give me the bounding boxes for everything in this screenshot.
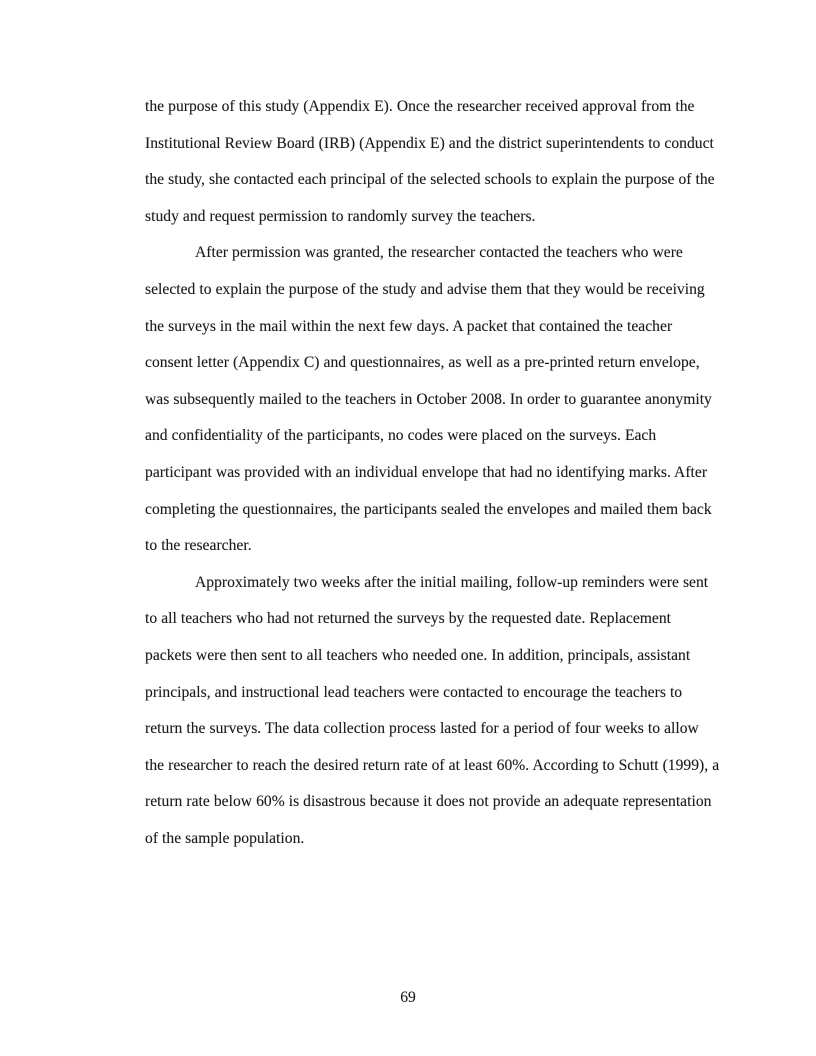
page-body-text-column	[145, 89, 721, 857]
body-paragraph-follow-up: Approximately two weeks after the initial mailing, follow-up reminders were sent to all teachers who had not returned the surveys by the requested date. Replacement packets were then sent to all teachers who needed one. In addition, principals, assistant principals, and instructional lead teachers were contacted to encourage the teachers to return the surveys. The data collection process lasted for a period of four weeks to allow the researcher to reach the desired return rate of at least 60%. According to Schutt (1999), a return rate below 60% is disastrous because it does not provide an adequate representation of the sample population.	[145, 573, 720, 847]
body-paragraph-permission-granted: After permission was granted, the researcher contacted the teachers who were selected to explain the purpose of the study and advise them that they would be receiving the surveys in the mail within the next few days. A packet that contained the teacher consent letter (Appendix C) and questionnaires, as well as a pre-printed return envelope, was subsequently mailed to the teachers in October 2008. In order to guarantee anonymity and confidentiality of the participants, no codes were placed on the surveys. Each participant was provided with an individual envelope that had no identifying marks. After completing the questionnaires, the participants sealed the envelopes and mailed them back to the researcher.	[145, 244, 712, 555]
page-number: 69	[400, 989, 416, 1006]
body-paragraph-continuation: the purpose of this study (Appendix E). Once the researcher received approval from the Institutional Review Board (IRB) (Appendix E) and the district superintendents to conduct the study, she contacted each principal of the selected schools to explain the purpose of the study and request permission to randomly survey the teachers.	[145, 98, 715, 225]
